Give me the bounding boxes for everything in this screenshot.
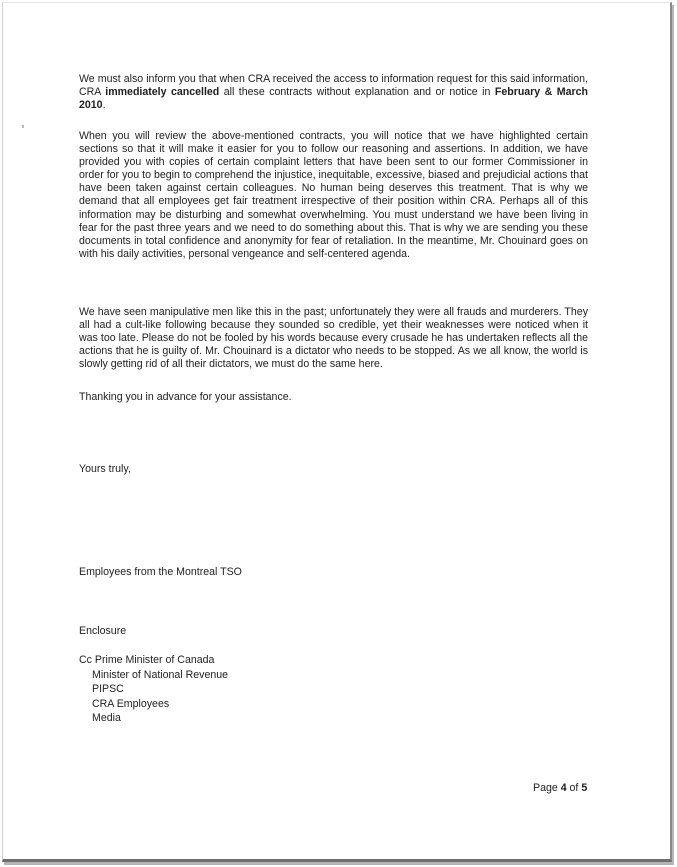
cc-first-recipient: Cc Prime Minister of Canada xyxy=(79,654,215,666)
paragraph-thanks: Thanking you in advance for your assistance. xyxy=(79,391,292,403)
page-number-prefix: Page xyxy=(533,782,561,794)
paragraph-access-request-bold-1: immediately cancelled xyxy=(105,86,220,99)
signature-line: Employees from the Montreal TSO xyxy=(79,566,242,578)
paragraph-contracts-review: When you will review the above-mentioned contracts, you will notice that we have highlighted certain sections so that it will make it easier for you to follow our reasoning and assertions. In addition, we have provided you with copies of certain complaint letters that have been sent to our former Commissioner in order for you to begin to comprehend the injustice, inequitable, excessive, biased and prejudicial actions that have been taken against certain colleagues. No human being deserves this treatment. That is why we demand that all employees get fair treatment irrespective of their position within CRA. Perhaps all of this information may be disturbing and somewhat overwhelming. You must understand we have been living in fear for the past three years and we need to do something about this. That is why we are sending you these documents in total confidence and anonymity for fear of retaliation. In the meantime, Mr. Chouinard goes on with his daily activities, personal vengeance and self-centered agenda. xyxy=(79,130,588,260)
paragraph-access-request-text-1: We must also inform you that when CRA received the access to information request for this said information, CRA xyxy=(79,73,588,99)
paragraph-manipulative-men: We have seen manipulative men like this in the past; unfortunately they were all frauds and murderers. They all had a cult-like following because they sounded so credible, yet their weaknesses were noticed when it was too late. Please do not be fooled by his words because every crusade he has undertaken reflects all the actions that he is guilty of. Mr. Chouinard is a dictator who needs to be stopped. As we all know, the world is slowly getting rid of all their dictators, we must do the same here. xyxy=(79,306,588,371)
paragraph-access-request-text-3: . xyxy=(102,99,106,112)
cc-recipient: Media xyxy=(92,712,121,725)
enclosure-label: Enclosure xyxy=(79,625,127,637)
paragraph-access-request-bold-2: February & March 2010 xyxy=(79,86,588,112)
page-number-current: 4 xyxy=(560,782,567,794)
letter-body xyxy=(79,0,588,867)
cc-recipient: CRA Employees xyxy=(92,697,170,710)
cc-recipient: Minister of National Revenue xyxy=(92,668,229,681)
page-number-middle: of xyxy=(566,782,582,794)
closing-salutation: Yours truly, xyxy=(79,463,131,475)
page-number xyxy=(533,782,587,794)
page-number-total: 5 xyxy=(581,782,588,794)
paragraph-access-request-text-2: all these contracts without explanation and or notice in xyxy=(219,86,495,99)
paragraph-access-request xyxy=(79,73,588,112)
cc-list xyxy=(79,653,228,726)
cc-recipient: PIPSC xyxy=(92,683,124,696)
scan-speck xyxy=(22,125,24,128)
